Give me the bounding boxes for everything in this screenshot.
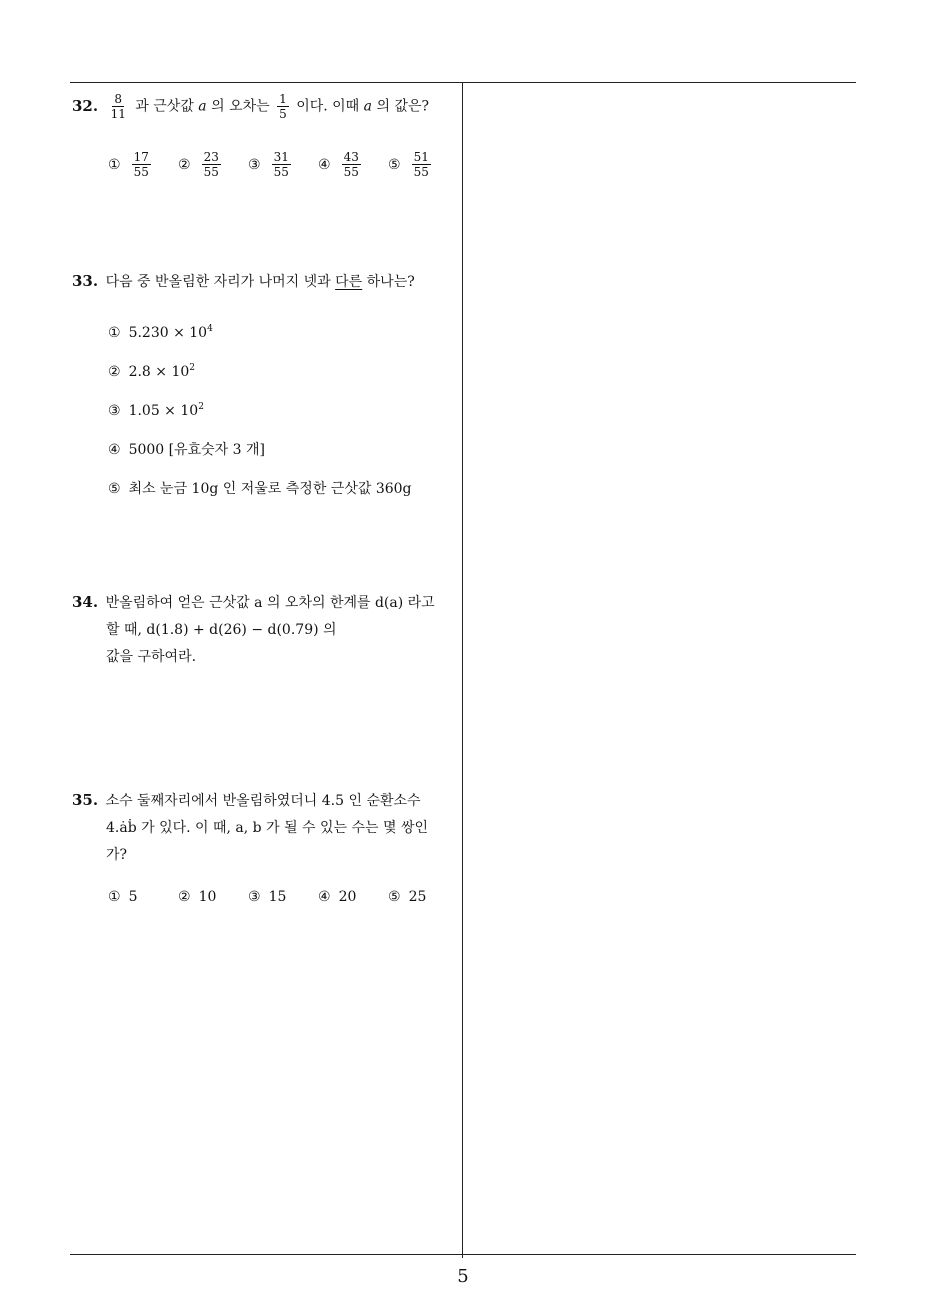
- question-34: [72, 589, 457, 671]
- choice-5[interactable]: ⑤ 최소 눈금 10g 인 저울로 측정한 근삿값 360g: [108, 481, 412, 497]
- question-text: 할 때, d(1.8) + d(26) − d(0.79) 의: [106, 622, 337, 638]
- question-text: 의 오차는: [211, 98, 270, 115]
- column-divider: [462, 82, 463, 1258]
- variable-a: a: [198, 98, 207, 115]
- choice-4[interactable]: ④ $\frac{43}{55}$: [318, 150, 359, 179]
- question-number: 32.: [72, 96, 99, 115]
- question-number: 34.: [72, 593, 99, 611]
- choice-4[interactable]: ④ 20: [318, 889, 357, 905]
- question-text: 다음 중 반올림한 자리가 나머지 넷과: [105, 274, 331, 290]
- fraction-1-5: $\frac{1}{5}$: [279, 92, 287, 121]
- choice-5[interactable]: ⑤ 25: [388, 889, 427, 905]
- question-text: 의 값은?: [376, 98, 429, 115]
- question-32: [72, 92, 457, 121]
- choice-4[interactable]: ④ 5000 [유효숫자 3 개]: [108, 442, 265, 458]
- question-35: [72, 787, 457, 869]
- q32-choices: [108, 150, 458, 179]
- question-text: 4.ȧḃ 가 있다. 이 때, a, b 가 될 수 있는 수는 몇 쌍인: [106, 820, 429, 836]
- fraction-8-11: $\frac{8}{11}$: [110, 92, 126, 121]
- choice-2[interactable]: ② $2.8 \times 10^2$: [108, 363, 196, 380]
- choice-5[interactable]: ⑤ $\frac{51}{55}$: [388, 150, 429, 179]
- question-number: 35.: [72, 791, 99, 809]
- question-text: 이다. 이때: [296, 98, 360, 115]
- variable-a: a: [363, 98, 373, 115]
- question-text: 반올림하여 얻은 근삿값 a 의 오차의 한계를 d(a) 라고: [105, 595, 435, 611]
- question-text: 가?: [106, 847, 128, 863]
- choice-3[interactable]: ③ $\frac{31}{55}$: [248, 150, 289, 179]
- top-rule: [70, 82, 856, 83]
- bottom-rule: [70, 1254, 856, 1255]
- choice-2[interactable]: ② $\frac{23}{55}$: [178, 150, 219, 179]
- question-number: 33.: [72, 272, 99, 290]
- choice-1[interactable]: ① $\frac{17}{55}$: [108, 150, 149, 179]
- question-text: 소수 둘째자리에서 반올림하였더니 4.5 인 순환소수: [105, 793, 421, 809]
- question-text: 값을 구하여라.: [106, 649, 197, 665]
- emphasized-word: 다른: [335, 274, 363, 290]
- choice-1[interactable]: ① $5.230 \times 10^4$: [108, 324, 213, 341]
- page-number: 5: [457, 1266, 469, 1287]
- question-text: 하나는?: [366, 274, 415, 290]
- q35-choices: [108, 889, 458, 905]
- q33-choices: [108, 314, 412, 509]
- question-33: [72, 268, 457, 296]
- choice-3[interactable]: ③ $1.05 \times 10^2$: [108, 402, 204, 419]
- question-text: 과 근삿값: [135, 98, 194, 115]
- choice-1[interactable]: ① 5: [108, 889, 138, 905]
- choice-2[interactable]: ② 10: [178, 889, 217, 905]
- choice-3[interactable]: ③ 15: [248, 889, 287, 905]
